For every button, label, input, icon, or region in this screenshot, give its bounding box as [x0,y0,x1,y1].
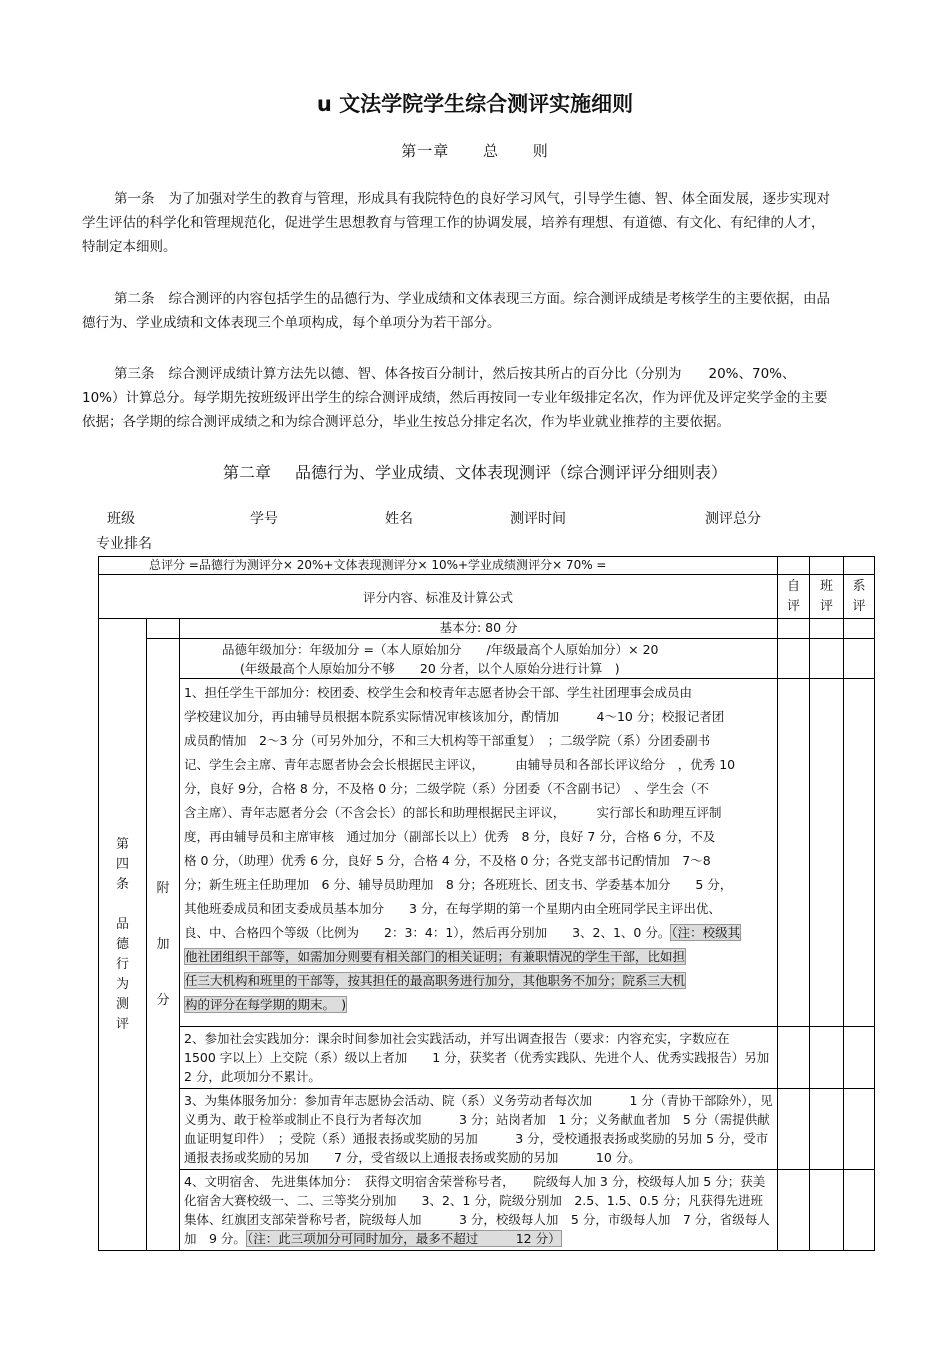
item-1-row [99,679,875,1027]
field-eval-total: 测评总分 [705,511,761,527]
page-title: u 文法学院学生综合测评实施细则 [316,92,634,116]
item-1-cadre-bonus: 1、担任学生干部加分：校团委、校学生会和校青年志愿者协会干部、学生社团理事会成员由 学校建议加分，再由辅导员根据本院系实际情况审核该加分，酌情加 4～10 分；校报记者团 成员酌情加 2～3 分（可另外加分，不和三大机构等干部重复） ；二级学院（系）分团委副书 记、学生会主席、青年志愿者协会会长根据民主评议， 由辅导员和各部长评议给分 ，优秀 10 分，良好 9分，合格 8 分，不及格 0 分；二级学院（系）分团委（不含副书记） 、学生会（不 含主席）、青年志愿者分会（不含会长）的部长和助理根据民主评议， 实行部长和助理互评制 度，再由辅导员和主席审核 通过加分（副部长以上）优秀 8 分，良好 7 分，合格 6 分，不及 格 0 分，（助理）优秀 6 分，良好 5 分，合格 4 分，不及格 0 分；各党支部书记酌情加 7～8 分；新生班主任助理加 6 分、辅导员助理加 8 分；各班班长、团支书、学委基本加分 5 分， 其他班委成员和团支委成员基本加分 3 分，在每学期的第一个星期内由全班同学民主评出优、 良、中、合格四个等级（比例为 2：3：4：1），然后再分别加 3、2、1、0 分。（注：校级其 他社团组织干部等，如需加分则要有相关部门的相关证明；有兼职情况的学生干部，比如担 任三大机构和班里的干部等，按其担任的最高职务进行加分，其他职务不加分；院系三大机 构的评分在每学期的期末。 ) [180,679,778,1027]
article-1-label: 第一条 [114,191,155,207]
item-1-note-3: 任三大机构和班里的干部等，按其担任的最高职务进行加分，其他职务不加分；院系三大机 [185,973,686,988]
header-dept-eval: 系 评 [844,575,875,619]
chapter-2-heading [0,460,950,483]
article-2 [82,287,830,335]
field-eval-time: 测评时间 [510,511,566,527]
chapter-2-label: 第二章 [222,463,271,482]
article-3-text: 综合测评成绩计算方法先以德、智、体各按百分制计，然后按其所占的百分比（分别为 20%、70%、10%）计算总分。每学期先按班级评出学生的综合测评成绩，然后再按同一专业年级排定名次，作为评优及评定奖学金的主要依据；各学期的综合测评成绩之和为综合测评总分，毕业生按总分排定名次，作为毕业就业推荐的主要依据。 [82,366,828,430]
evaluation-table [98,556,875,1251]
item-1-note-4: 构的评分在每学期的期末。 ) [185,997,347,1012]
chapter-1-label: 第一章 [401,142,450,160]
item-3-row [99,1089,875,1170]
article-2-text: 综合测评的内容包括学生的品德行为、学业成绩和文体表现三方面。综合测评成绩是考核学生的主要依据，由品德行为、学业成绩和文体表现三个单项构成，每个单项分为若干部分。 [82,291,830,331]
item-3-collective-service: 3、为集体服务加分：参加青年志愿协会活动、院（系）义务劳动者每次加 1 分（青协干部除外），见义勇为、敢于检举或制止不良行为者每次加 3 分；站岗者加 1 分；义务献血者加 5 分（需提供献血证明复印件） ；受院（系）通报表扬或奖励的另加 3 分，受校通报表扬或奖励的另加 5 分，受市通报表扬或奖励的另加 7 分，受省级以上通报表扬或奖励的另加 10 分。 [180,1089,778,1170]
item-1-note-2: 他社团组织干部等，如需加分则要有相关部门的相关证明；有兼职情况的学生干部，比如担 [185,949,686,964]
article-3 [82,362,830,434]
chapter-1-name-b: 则 [532,142,549,160]
article-2-label: 第二条 [114,291,155,307]
table-header-row [99,575,875,619]
field-rank: 专业排名 [96,536,152,552]
base-score-row [99,619,875,639]
field-student-id: 学号 [250,511,278,527]
field-name: 姓名 [385,511,413,527]
item-2-row [99,1027,875,1089]
total-formula: 总评分 =品德行为测评分× 20%+文体表现测评分× 10%+学业成绩测评分× 70% = [99,557,778,575]
chapter-1-heading [0,140,950,161]
header-self-eval: 自 评 [778,575,810,619]
grade-bonus-formula: 品德年级加分：年级加分 =（本人原始加分 /年级最高个人原始加分）× 20 [222,642,659,657]
grade-bonus-row [99,639,875,679]
item-4-dorm-collective: 4、文明宿舍、 先进集体加分： 获得文明宿舍荣誉称号者， 院级每人加 3 分，校级每人加 5 分；获美化宿舍大赛校级一、二、三等奖分别加 3、2、1 分，院级分别加 2.5、1.5、0.5 分；凡获得先进班集体、红旗团支部荣誉称号者，院级每人加 3 分，校级每人加 5 分，市级每人加 7 分，省级每人加 9 分。（注：此三项加分可同时加分，最多不超过 12 分） [180,1170,778,1251]
chapter-1-name-a: 总 [482,142,499,160]
formula-row [99,557,875,575]
bonus-label: 附 加 分 [147,639,180,1251]
article-1-text: 为了加强对学生的教育与管理，形成具有我院特色的良好学习风气，引导学生德、智、体全面发展，逐步实现对学生评估的科学化和管理规范化，促进学生思想教育与管理工作的协调发展，培养有理想、有道德、有文化、有纪律的人才，特制定本细则。 [82,191,830,255]
header-class-eval: 班 评 [810,575,844,619]
item-2-social-practice: 2、参加社会实践加分：课余时间参加社会实践活动，并写出调查报告（要求：内容充实，字数应在 1500 字以上）上交院（系）级以上者加 1 分，获奖者（优秀实践队、先进个人、优秀实践报告）另加 2 分，此项加分不累计。 [180,1027,778,1089]
header-content: 评分内容、标准及计算公式 [99,575,778,619]
base-score: 基本分: 80 分 [180,619,778,639]
grade-bonus-note: (年级最高个人原始加分不够 20 分者，以个人原始分进行计算 ) [240,661,620,676]
field-class: 班级 [107,511,135,527]
item-4-row [99,1170,875,1251]
item-1-note-start: （注：校级其 [671,925,741,940]
section-morality-label: 第 四 条 品 德 行 为 测 评 [99,619,147,1251]
student-info-line [0,508,950,528]
grade-bonus [180,639,778,679]
item-4-note: （注：此三项加分可同时加分，最多不超过 12 分） [246,1231,561,1246]
chapter-2-name: 品德行为、学业成绩、文体表现测评（综合测评评分细则表） [295,463,728,482]
article-3-label: 第三条 [114,366,155,382]
article-1 [82,187,830,259]
